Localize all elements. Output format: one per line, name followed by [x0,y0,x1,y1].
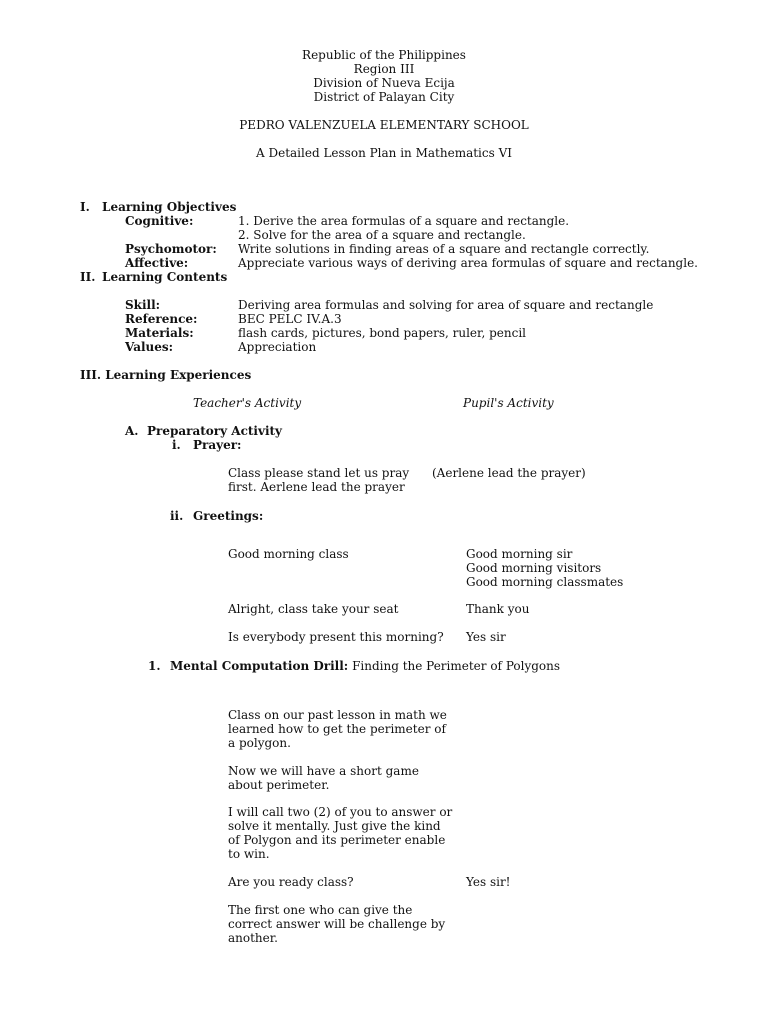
greetings-pupil-line-1: Good morning sir [466,547,573,561]
header-division: Division of Nueva Ecija [313,76,455,90]
drill-heading: Mental Computation Drill: [170,659,349,673]
materials-label: Materials: [125,326,194,340]
drill-number: 1. [148,659,161,673]
cognitive-label: Cognitive: [125,214,194,228]
psychomotor-objective: Write solutions in finding areas of a square and rectangle correctly. [238,242,650,256]
prayer-number: i. [172,438,181,452]
reference-label: Reference: [125,312,198,326]
greetings-pupil-line-3: Good morning classmates [466,575,624,589]
section-ii-number: II. [80,270,96,284]
affective-objective: Appreciate various ways of deriving area formulas of square and rectangle. [238,256,698,270]
reference-value: BEC PELC IV.A.3 [238,312,342,326]
header-district: District of Palayan City [313,90,455,104]
seat-teacher-text: Alright, class take your seat [228,602,399,616]
drill-teacher-paragraph-1: Class on our past lesson in math we learned how to get the perimeter of a polygon. [228,708,447,750]
seat-pupil-text: Thank you [466,602,530,616]
pupil-activity-header: Pupil's Activity [463,396,554,410]
present-teacher-text: Is everybody present this morning? [228,630,444,644]
preparatory-number: A. [125,424,139,438]
header-republic: Republic of the Philippines [302,48,466,62]
section-ii-heading: Learning Contents [102,270,228,284]
greetings-heading: Greetings: [193,509,264,523]
psychomotor-label: Psychomotor: [125,242,217,256]
greetings-teacher-text: Good morning class [228,547,349,561]
school-name: PEDRO VALENZUELA ELEMENTARY SCHOOL [239,118,529,132]
skill-value: Deriving area formulas and solving for area of square and rectangle [238,298,654,312]
drill-title [170,659,560,673]
document-title: A Detailed Lesson Plan in Mathematics VI [256,146,512,160]
teacher-activity-header: Teacher's Activity [193,396,302,410]
greetings-pupil-line-2: Good morning visitors [466,561,602,575]
cognitive-objective-2: 2. Solve for the area of a square and rectangle. [238,228,526,242]
section-iii-heading: III. Learning Experiences [80,368,252,382]
drill-teacher-paragraph-3: I will call two (2) of you to answer or solve it mentally. Just give the kind of Polygon and its perimeter enable to win. [228,805,453,861]
cognitive-objective-1: 1. Derive the area formulas of a square and rectangle. [238,214,570,228]
drill-subheading: Finding the Perimeter of Polygons [352,659,561,673]
values-value: Appreciation [238,340,317,354]
prayer-teacher-text: Class please stand let us pray first. Aerlene lead the prayer [228,466,410,494]
present-pupil-text: Yes sir [466,630,506,644]
ready-teacher-text: Are you ready class? [228,875,354,889]
drill-teacher-paragraph-4: The first one who can give the correct answer will be challenge by another. [228,903,446,945]
section-i-heading: Learning Objectives [102,200,237,214]
preparatory-heading: Preparatory Activity [147,424,283,438]
affective-label: Affective: [125,256,189,270]
prayer-pupil-text: (Aerlene lead the prayer) [432,466,586,480]
values-label: Values: [125,340,174,354]
header-region: Region III [353,62,415,76]
greetings-number: ii. [170,509,184,523]
skill-label: Skill: [125,298,161,312]
ready-pupil-text: Yes sir! [466,875,511,889]
prayer-heading: Prayer: [193,438,242,452]
materials-value: flash cards, pictures, bond papers, ruler, pencil [238,326,526,340]
section-i-number: I. [80,200,90,214]
drill-teacher-paragraph-2: Now we will have a short game about perimeter. [228,764,419,792]
